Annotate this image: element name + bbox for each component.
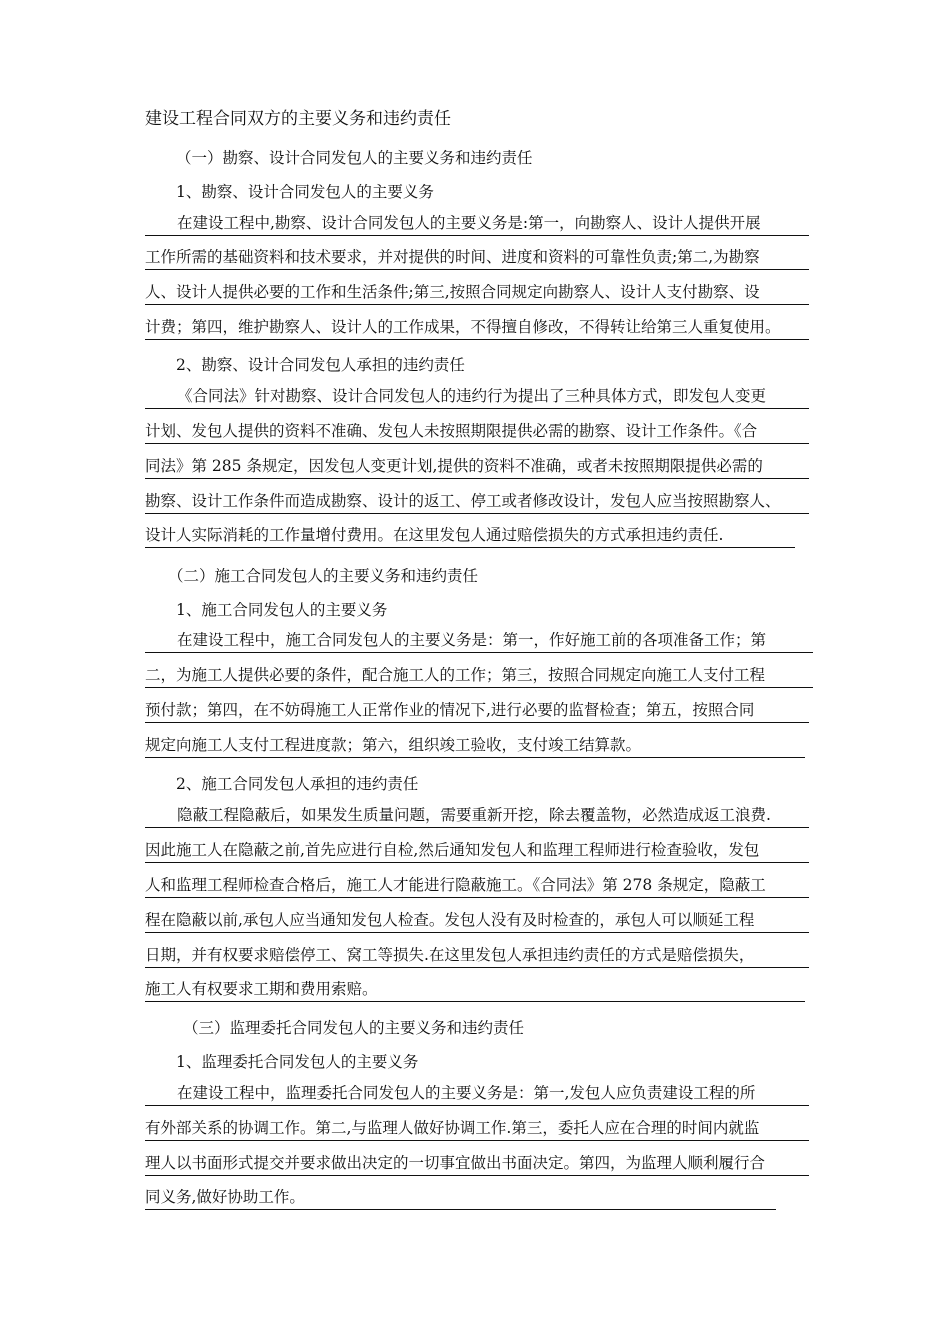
paragraph-line: 在建设工程中，施工合同发包人的主要义务是：第一，作好施工前的各项准备工作；第 — [145, 628, 813, 653]
paragraph-line: 同义务,做好协助工作。 — [145, 1185, 776, 1210]
paragraph-line: 日期，并有权要求赔偿停工、窝工等损失.在这里发包人承担违约责任的方式是赔偿损失， — [145, 943, 809, 968]
section-1-2-heading: 2、勘察、设计合同发包人承担的违约责任 — [176, 356, 465, 374]
section-2-1-heading: 1、施工合同发包人的主要义务 — [176, 601, 388, 619]
paragraph-line: 因此施工人在隐蔽之前,首先应进行自检,然后通知发包人和监理工程师进行检查验收，发包 — [145, 838, 809, 863]
paragraph-line: 《合同法》针对勘察、设计合同发包人的违约行为提出了三种具体方式，即发包人变更 — [145, 384, 809, 409]
paragraph-line: 在建设工程中，监理委托合同发包人的主要义务是：第一,发包人应负责建设工程的所 — [145, 1081, 809, 1106]
section-2-heading: （二）施工合同发包人的主要义务和违约责任 — [168, 567, 479, 585]
section-3-1-heading: 1、监理委托合同发包人的主要义务 — [176, 1053, 419, 1071]
paragraph-line: 预付款；第四，在不妨碍施工人正常作业的情况下,进行必要的监督检查；第五，按照合同 — [145, 698, 809, 723]
paragraph-line: 人、设计人提供必要的工作和生活条件;第三,按照合同规定向勘察人、设计人支付勘察、设 — [145, 280, 809, 305]
paragraph-line: 有外部关系的协调工作。第二,与监理人做好协调工作.第三，委托人应在合理的时间内就监 — [145, 1116, 809, 1141]
paragraph-line: 计费；第四，维护勘察人、设计人的工作成果，不得擅自修改，不得转让给第三人重复使用。 — [145, 315, 809, 340]
paragraph-line: 理人以书面形式提交并要求做出决定的一切事宜做出书面决定。第四，为监理人顺利履行合 — [145, 1151, 809, 1176]
paragraph-line: 隐蔽工程隐蔽后，如果发生质量问题，需要重新开挖，除去覆盖物，必然造成返工浪费. — [145, 803, 809, 828]
paragraph-line: 设计人实际消耗的工作量增付费用。在这里发包人通过赔偿损失的方式承担违约责任. — [145, 523, 795, 548]
paragraph-line: 规定向施工人支付工程进度款；第六，组织竣工验收，支付竣工结算款。 — [145, 733, 805, 758]
paragraph-line: 人和监理工程师检查合格后，施工人才能进行隐蔽施工。《合同法》第 278 条规定，隐蔽工 — [145, 873, 809, 898]
section-3-heading: （三）监理委托合同发包人的主要义务和违约责任 — [183, 1019, 525, 1037]
paragraph-line: 在建设工程中,勘察、设计合同发包人的主要义务是:第一，向勘察人、设计人提供开展 — [145, 211, 809, 236]
section-1-1-heading: 1、勘察、设计合同发包人的主要义务 — [176, 183, 434, 201]
document-title: 建设工程合同双方的主要义务和违约责任 — [145, 109, 451, 129]
paragraph-line: 勘察、设计工作条件而造成勘察、设计的返工、停工或者修改设计，发包人应当按照勘察人、 — [145, 489, 809, 514]
paragraph-line: 计划、发包人提供的资料不准确、发包人未按照期限提供必需的勘察、设计工作条件。《合 — [145, 419, 809, 444]
section-1-heading: （一）勘察、设计合同发包人的主要义务和违约责任 — [176, 149, 533, 167]
paragraph-line: 程在隐蔽以前,承包人应当通知发包人检查。发包人没有及时检查的，承包人可以顺延工程 — [145, 908, 809, 933]
section-2-2-heading: 2、施工合同发包人承担的违约责任 — [176, 775, 419, 793]
paragraph-line: 工作所需的基础资料和技术要求，并对提供的时间、进度和资料的可靠性负责;第二,为勘察 — [145, 245, 809, 270]
paragraph-line: 二，为施工人提供必要的条件，配合施工人的工作；第三，按照合同规定向施工人支付工程 — [145, 663, 813, 688]
paragraph-line: 施工人有权要求工期和费用索赔。 — [145, 977, 805, 1002]
paragraph-line: 同法》第 285 条规定，因发包人变更计划,提供的资料不准确，或者未按照期限提供必需的 — [145, 454, 809, 479]
